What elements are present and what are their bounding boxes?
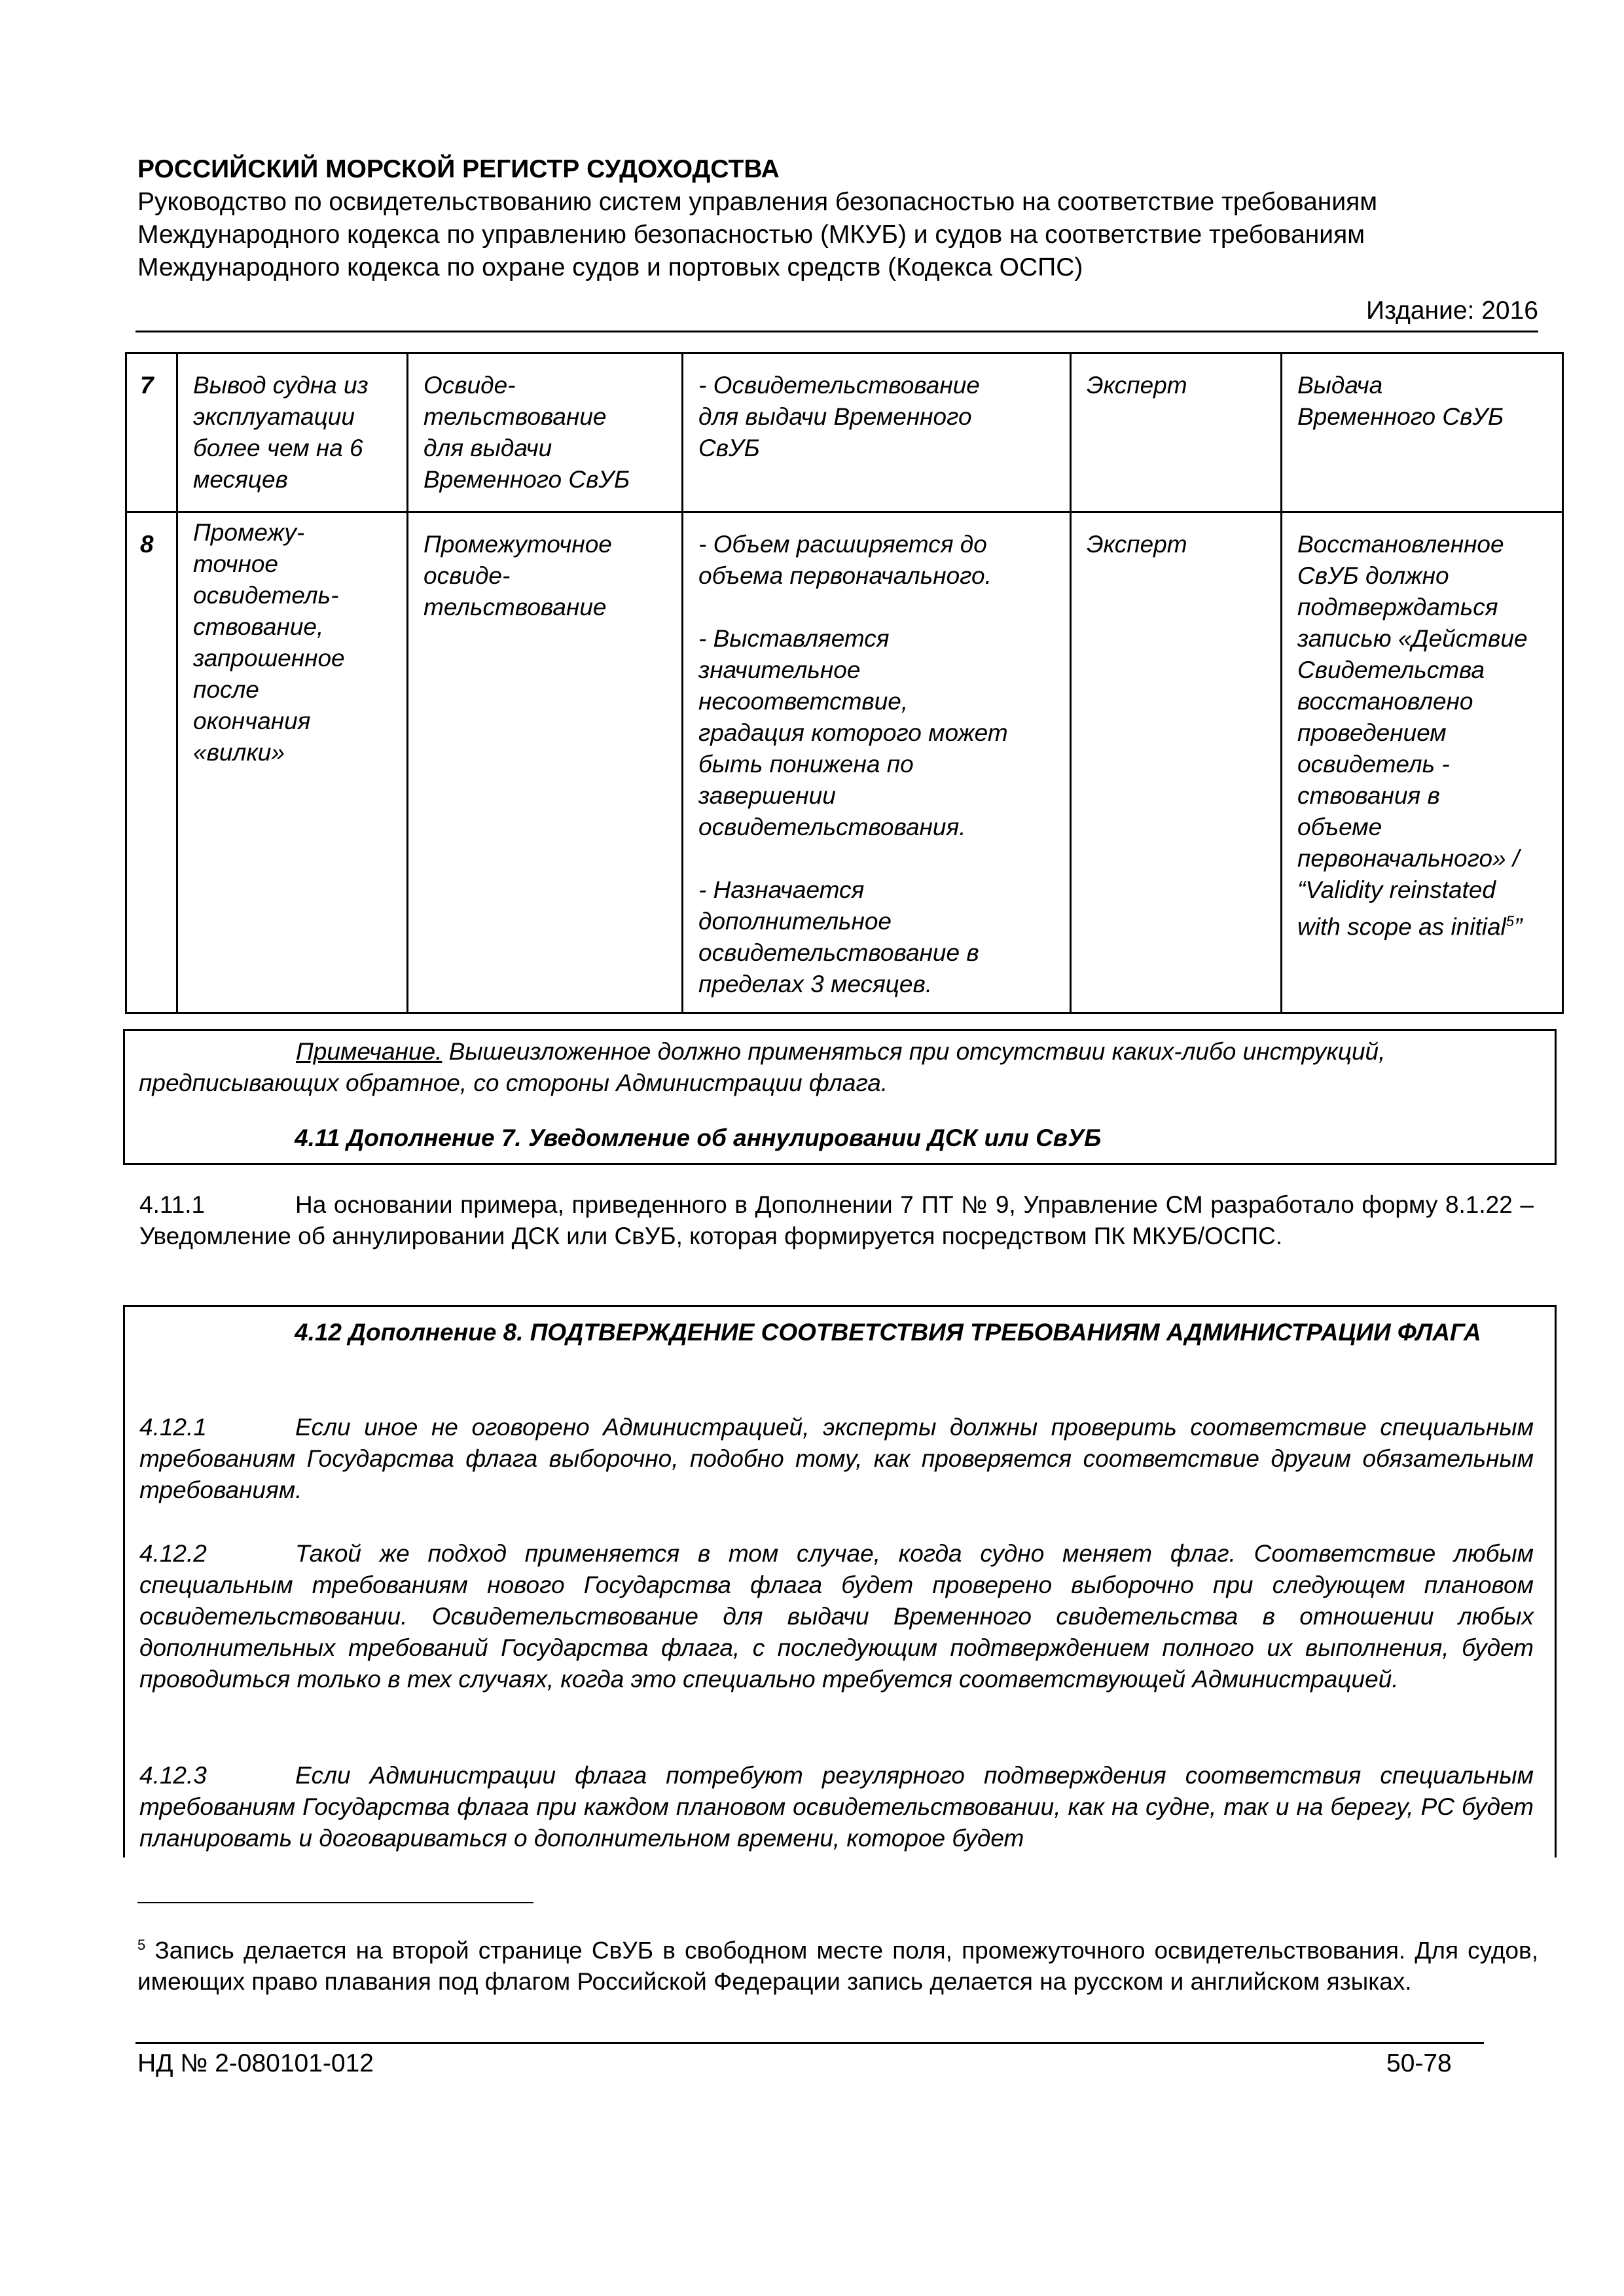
cell-line: точное	[193, 550, 278, 577]
cell-gap	[698, 592, 1056, 623]
cell-line: Промежу-	[193, 519, 305, 546]
paragraph-4-12-2	[139, 1538, 1534, 1695]
cell-line: эксплуатации	[193, 403, 355, 430]
cell-line: “Validity reinstated	[1297, 876, 1496, 903]
paragraph-text: Если иное не оговорено Администрацией, эксперты должны проверить соответствие специальным требованиям Государства флага выборочно, подобно тому, как проверяется соответствие другим обязательным требованиям.	[139, 1414, 1534, 1503]
cell-line: освидетель-	[193, 582, 339, 609]
document-title-line-1: Руководство по освидетельствованию систем управления безопасностью на соответствие требованиям	[137, 188, 1378, 216]
document-title-line-3: Международного кодекса по охране судов и портовых средств (Кодекса ОСПС)	[137, 253, 1083, 281]
paragraph-text: Такой же подход применяется в том случае, когда судно меняет флаг. Соответствие любым специальным требованиям нового Государства флага будет проверено выборочно при следующем плановом освидетельствовании. Освидетельствование для выдачи Временного свидетельства в отношении любых дополнительных требований Государства флага, с последующим подтверждением полного их выполнения, будет проводиться только в тех случаях, когда это специально требуется соответствующей Администрацией.	[139, 1540, 1534, 1693]
document-number: НД № 2-080101-012	[137, 2049, 374, 2077]
document-title-line-2: Международного кодекса по управлению безопасностью (МКУБ) и судов на соответствие требованиям	[137, 221, 1365, 249]
cell-line: проведением	[1297, 719, 1447, 746]
cell-line: - Выставляется	[698, 625, 890, 652]
cell-line: освидетельствование в	[698, 939, 979, 966]
cell-line: тельствование	[424, 594, 607, 620]
cell-line: - Назначается	[698, 876, 865, 903]
paragraph-4-12-3	[139, 1760, 1534, 1856]
cell-gap	[698, 843, 1056, 874]
footer-divider	[135, 2042, 1484, 2044]
cell-line: освидетель -	[1297, 751, 1450, 778]
cell-actions	[683, 512, 1071, 1013]
cell-line: объеме	[1297, 814, 1382, 840]
paragraph-text: Если Администрации флага потребуют регулярного подтверждения соответствия специальным требованиям Государства флага при каждом плановом освидетельствовании, как на судне, так и на берегу, РС будет планировать и договариваться о дополнительном времени, которое будет	[139, 1762, 1534, 1852]
survey-table	[125, 352, 1564, 1014]
note-line-1: Вышеизложенное должно применяться при отсутствии каких-либо инструкций,	[442, 1038, 1386, 1065]
cell-result	[1282, 353, 1563, 512]
page-number: 50-78	[1386, 2049, 1452, 2077]
cell-line: СвУБ	[698, 435, 760, 461]
cell-line: несоответствие,	[698, 688, 909, 715]
cell-text: ”	[1514, 913, 1523, 941]
cell-line: ствования в	[1297, 782, 1440, 809]
cell-line: Промежуточное	[424, 531, 612, 558]
paragraph-4-12-1	[139, 1412, 1534, 1506]
cell-situation	[177, 353, 408, 512]
cell-line: СвУБ должно	[1297, 562, 1449, 589]
cell-line: Вывод судна из	[193, 372, 369, 399]
footnote-divider	[137, 1902, 533, 1903]
cell-line: для выдачи	[424, 435, 552, 461]
note-label: Примечание.	[296, 1038, 442, 1065]
cell-line: более чем на 6	[193, 435, 363, 461]
cell-line: для выдачи Временного	[698, 403, 972, 430]
cell-line: окончания	[193, 708, 311, 734]
paragraph-number: 4.11.1	[139, 1191, 206, 1218]
cell-line: дополнительное	[698, 908, 892, 935]
cell-line: ствование,	[193, 613, 324, 640]
cell-line: освидетельствования.	[698, 814, 966, 840]
note-line-2: предписывающих обратное, со стороны Администрации флага.	[139, 1069, 888, 1096]
document-header	[137, 153, 1551, 284]
cell-line: Свидетельства	[1297, 656, 1485, 683]
cell-line: - Объем расширяется до	[698, 531, 987, 558]
cell-line: градация которого может	[698, 719, 1008, 746]
cell-line: тельствование	[424, 403, 607, 430]
cell-line: Восстановленное	[1297, 531, 1504, 558]
cell-line: Выдача	[1297, 372, 1383, 399]
organization-name: РОССИЙСКИЙ МОРСКОЙ РЕГИСТР СУДОХОДСТВА	[137, 155, 780, 183]
cell-line: освиде-	[424, 562, 511, 589]
paragraph-number: 4.12.1	[139, 1414, 207, 1441]
edition-label: Издание: 2016	[1366, 296, 1538, 325]
note-text	[139, 1036, 1540, 1099]
table-row	[126, 353, 1563, 512]
cell-line: значительное	[698, 656, 861, 683]
cell-line: подтверждаться	[1297, 594, 1498, 620]
cell-line: завершении	[698, 782, 836, 809]
cell-line: объема первоначального.	[698, 562, 992, 589]
cell-responsible: Эксперт	[1071, 512, 1282, 1013]
section-4-12-heading: 4.12 Дополнение 8. ПОДТВЕРЖДЕНИЕ СООТВЕТСТВИЯ ТРЕБОВАНИЯМ АДМИНИСТРАЦИИ ФЛАГА	[295, 1319, 1481, 1346]
footnote-ref: 5	[1506, 913, 1515, 929]
cell-line: первоначального» /	[1297, 845, 1520, 872]
cell-line: месяцев	[193, 466, 288, 493]
cell-line: Освиде-	[424, 372, 516, 399]
cell-survey-type	[408, 512, 683, 1013]
cell-line: восстановлено	[1297, 688, 1473, 715]
cell-survey-type	[408, 353, 683, 512]
cell-line: быть понижена по	[698, 751, 914, 778]
section-4-11-heading: 4.11 Дополнение 7. Уведомление об аннулировании ДСК или СвУБ	[295, 1124, 1102, 1151]
cell-line	[1297, 906, 1549, 942]
cell-situation	[177, 512, 408, 1013]
header-divider	[135, 331, 1538, 332]
cell-actions	[683, 353, 1071, 512]
row-number: 8	[126, 512, 177, 1013]
table-row	[126, 512, 1563, 1013]
cell-line: пределах 3 месяцев.	[698, 971, 933, 997]
paragraph-number: 4.12.2	[139, 1540, 207, 1567]
paragraph-4-11-1	[139, 1189, 1534, 1252]
cell-line: после	[193, 676, 259, 703]
cell-line: «вилки»	[193, 739, 285, 766]
cell-line: запрошенное	[193, 645, 345, 672]
footnote-mark: 5	[137, 1937, 146, 1953]
cell-text: with scope as initial	[1297, 913, 1506, 941]
footnote	[137, 1929, 1538, 1998]
cell-responsible: Эксперт	[1071, 353, 1282, 512]
cell-line: записью «Действие	[1297, 625, 1528, 652]
cell-result	[1282, 512, 1563, 1013]
cell-line: - Освидетельствование	[698, 372, 980, 399]
paragraph-number: 4.12.3	[139, 1762, 207, 1789]
footnote-text: Запись делается на второй странице СвУБ в свободном месте поля, промежуточного освидетельствования. Для судов, имеющих право плавания под флагом Российской Федерации запись делается на русском и английском языках.	[137, 1937, 1538, 1996]
paragraph-text: На основании примера, приведенного в Дополнении 7 ПТ № 9, Управление СМ разработало форму 8.1.22 – Уведомление об аннулировании ДСК или СвУБ, которая формируется посредством ПК МКУБ/ОСПС.	[139, 1191, 1534, 1249]
cell-line: Временного СвУБ	[424, 466, 630, 493]
row-number: 7	[126, 353, 177, 512]
cell-line: Временного СвУБ	[1297, 403, 1504, 430]
